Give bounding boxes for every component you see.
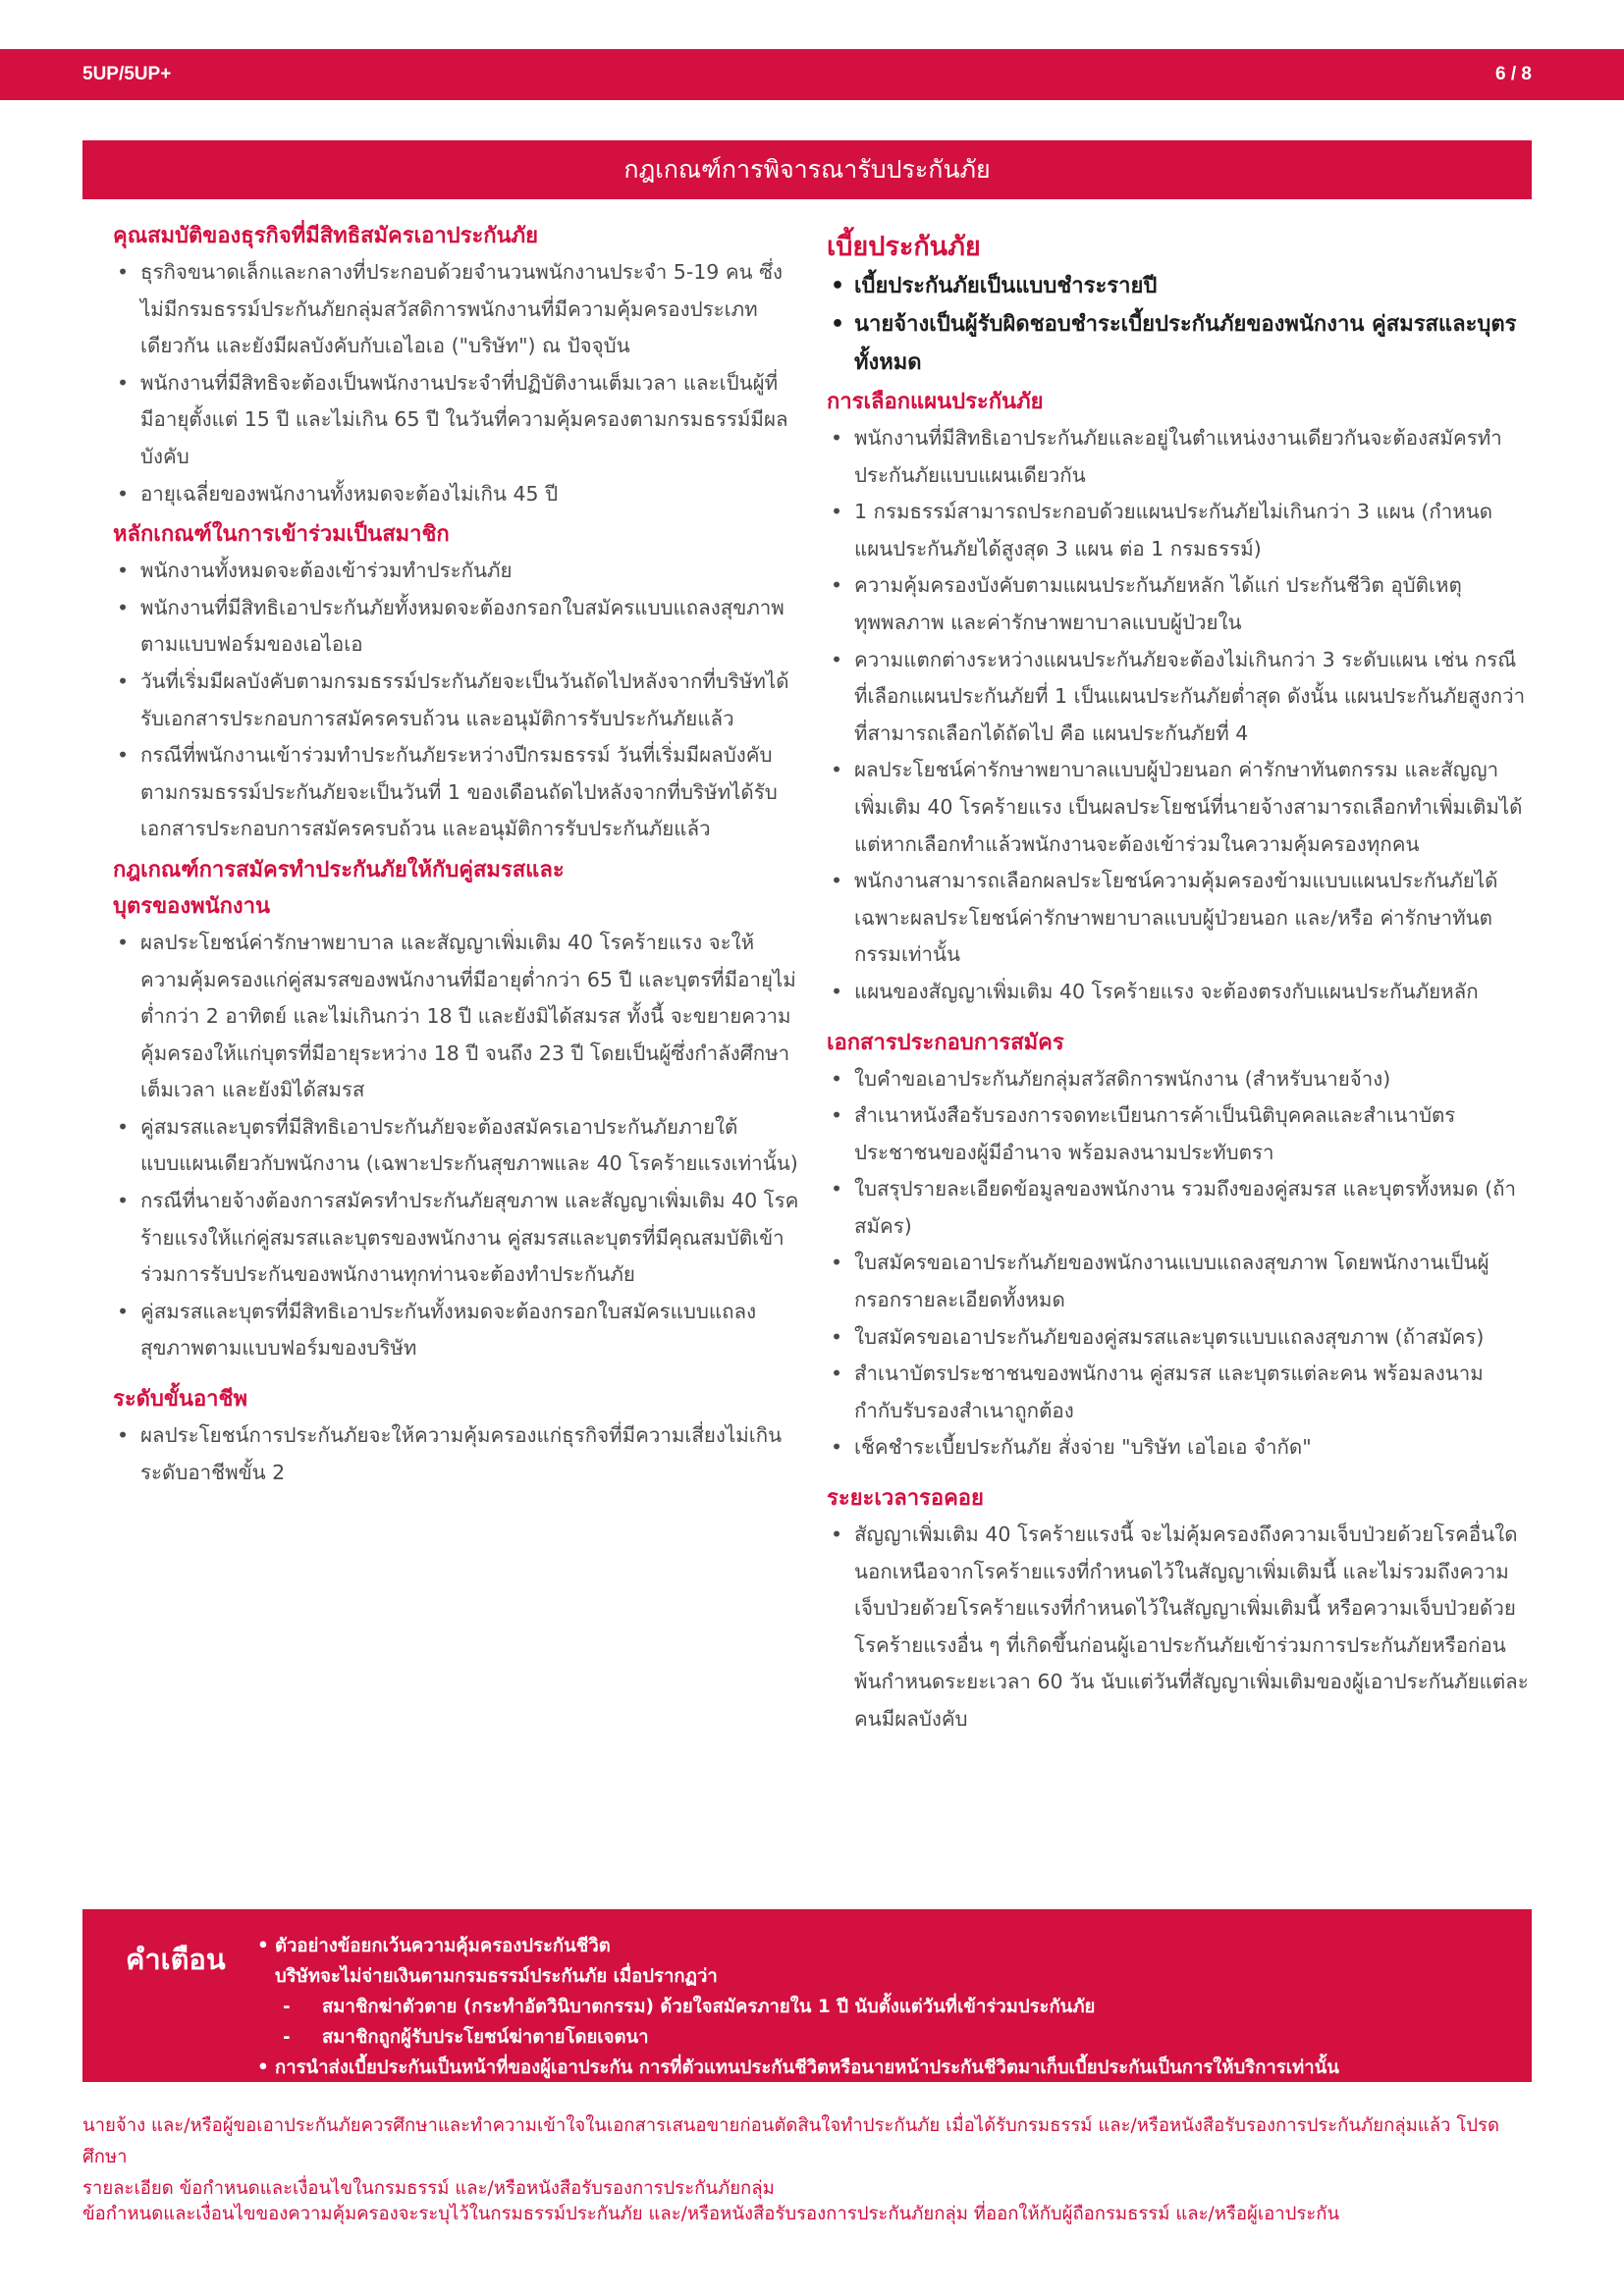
list-item: • แผนของสัญญาเพิ่มเติม 40 โรคร้ายแรง จะต้องตรงกับแผนประกันภัยหลัก <box>854 974 1529 1011</box>
qualification-list <box>113 254 800 512</box>
section-banner: กฎเกณฑ์การพิจารณารับประกันภัย <box>82 140 1532 199</box>
list-item: • คู่สมรสและบุตรที่มีสิทธิเอาประกันทั้งหมดจะต้องกรอกใบสมัครแบบแถลงสุขภาพตามแบบฟอร์มของบริษัท <box>140 1294 800 1367</box>
footer-note-1 <box>82 2110 1532 2205</box>
list-item: • กรณีที่พนักงานเข้าร่วมทำประกันภัยระหว่างปีกรมธรรม์ วันที่เริ่มมีผลบังคับตามกรมธรรม์ประกันภัยจะเป็นวันที่ 1 ของเดือนถัดไปหลังจากที่บริษัทได้รับเอกสารประกอบการสมัครครบถ้วน และอนุมัติการรับประกันภัยแล้ว <box>140 737 800 848</box>
warning-dash-item <box>275 2022 1522 2053</box>
warning-title: คำเตือน <box>126 1943 226 1976</box>
page-number: 6 / 8 <box>1495 64 1532 84</box>
documents-list <box>827 1061 1529 1468</box>
list-item: • พนักงานที่มีสิทธิจะต้องเป็นพนักงานประจำที่ปฏิบัติงานเต็มเวลา และเป็นผู้ที่มีอายุตั้งแต่ 15 ปี และไม่เกิน 65 ปี ในวันที่ความคุ้มครองตามกรมธรรม์มีผลบังคับ <box>140 365 800 476</box>
plan-heading: การเลือกแผนประกันภัย <box>827 390 1044 414</box>
qualification-heading: คุณสมบัติของธุรกิจที่มีสิทธิสมัครเอาประกันภัย <box>113 224 539 248</box>
waiting-section <box>827 1480 1529 1738</box>
premium-list <box>827 267 1529 382</box>
warning-item-text: การนำส่งเบี้ยประกันเป็นหน้าที่ของผู้เอาประกัน การที่ตัวแทนประกันชีวิตหรือนายหน้าประกันชีวิตมาเก็บเบี้ยประกันเป็นการให้บริการเท่านั้น <box>275 2057 1339 2078</box>
family-heading-1: กฎเกณฑ์การสมัครทำประกันภัยให้กับคู่สมรสและ <box>113 857 565 882</box>
warning-item <box>257 2053 1522 2083</box>
bullet-icon: • <box>257 1936 269 1956</box>
top-bar <box>0 49 1624 100</box>
list-item: • นายจ้างเป็นผู้รับผิดชอบชำระเบี้ยประกันภัยของพนักงาน คู่สมรสและบุตรทั้งหมด <box>854 305 1529 382</box>
list-item: • ความแตกต่างระหว่างแผนประกันภัยจะต้องไม่เกินกว่า 3 ระดับแผน เช่น กรณีที่เลือกแผนประกันภัยที่ 1 เป็นแผนประกันภัยต่ำสุด ดังนั้น แผนประกันภัยสูงกว่าที่สามารถเลือกได้ถัดไป คือ แผนประกันภัยที่ 4 <box>854 642 1529 753</box>
documents-section <box>827 1025 1529 1468</box>
list-item: • สำเนาหนังสือรับรองการจดทะเบียนการค้าเป็นนิติบุคคลและสำเนาบัตรประชาชนของผู้มีอำนาจ พร้อมลงนามประทับตรา <box>854 1097 1529 1171</box>
family-list <box>113 925 800 1367</box>
premium-section <box>827 228 1529 382</box>
list-item: • พนักงานที่มีสิทธิเอาประกันภัยและอยู่ในตำแหน่งงานเดียวกันจะต้องสมัครทำประกันภัยแบบแผนเดียวกัน <box>854 420 1529 494</box>
plan-list <box>827 420 1529 1011</box>
footer-note-1-line-1: นายจ้าง และ/หรือผู้ขอเอาประกันภัยควรศึกษาและทำความเข้าใจในเอกสารเสนอขายก่อนตัดสินใจทำประกันภัย เมื่อได้รับกรมธรรม์ และ/หรือหนังสือรับรองการประกันภัยกลุ่มแล้ว โปรดศึกษา <box>82 2115 1499 2167</box>
warning-dash-text: สมาชิกฆ่าตัวตาย (กระทำอัตวินิบาตกรรม) ด้วยใจสมัครภายใน 1 ปี นับตั้งแต่วันที่เข้าร่วมประกันภัย <box>322 1997 1096 2017</box>
list-item: • สำเนาบัตรประชาชนของพนักงาน คู่สมรส และบุตรแต่ละคน พร้อมลงนามกำกับรับรองสำเนาถูกต้อง <box>854 1356 1529 1429</box>
list-item: • กรณีที่นายจ้างต้องการสมัครทำประกันภัยสุขภาพ และสัญญาเพิ่มเติม 40 โรคร้ายแรงให้แก่คู่สมรสและบุตรของพนักงาน คู่สมรสและบุตรที่มีคุณสมบัติเข้าร่วมการรับประกันของพนักงานทุกท่านจะต้องทำประกันภัย <box>140 1183 800 1294</box>
list-item: • สัญญาเพิ่มเติม 40 โรคร้ายแรงนี้ จะไม่คุ้มครองถึงความเจ็บป่วยด้วยโรคอื่นใดนอกเหนือจากโรคร้ายแรงที่กำหนดไว้ในสัญญาเพิ่มเติมนี้ และไม่รวมถึงความเจ็บป่วยด้วยโรคร้ายแรงที่กำหนดไว้ในสัญญาเพิ่มเติมนี้ หรือความเจ็บป่วยด้วยโรคร้ายแรงอื่น ๆ ที่เกิดขึ้นก่อนผู้เอาประกันภัยเข้าร่วมการประกันภัยหรือก่อนพ้นกำหนดระยะเวลา 60 วัน นับแต่วันที่สัญญาเพิ่มเติมของผู้เอาประกันภัยแต่ละคนมีผลบังคับ <box>854 1517 1529 1738</box>
list-item: • ผลประโยชน์ค่ารักษาพยาบาล และสัญญาเพิ่มเติม 40 โรคร้ายแรง จะให้ความคุ้มครองแก่คู่สมรสของพนักงานที่มีอายุต่ำกว่า 65 ปี และบุตรที่มีอายุไม่ต่ำกว่า 2 อาทิตย์ และไม่เกินกว่า 18 ปี และยังมิได้สมรส ทั้งนี้ จะขยายความคุ้มครองให้แก่บุตรที่มีอายุระหว่าง 18 ปี จนถึง 23 ปี โดยเป็นผู้ซึ่งกำลังศึกษาเต็มเวลา และยังมิได้สมรส <box>140 925 800 1109</box>
list-item: • ใบสมัครขอเอาประกันภัยของคู่สมรสและบุตรแบบแถลงสุขภาพ (ถ้าสมัคร) <box>854 1319 1529 1357</box>
list-item: • อายุเฉลี่ยของพนักงานทั้งหมดจะต้องไม่เกิน 45 ปี <box>140 476 800 513</box>
list-item: • ธุรกิจขนาดเล็กและกลางที่ประกอบด้วยจำนวนพนักงานประจำ 5-19 คน ซึ่งไม่มีกรมธรรม์ประกันภัยกลุ่มสวัสดิการพนักงานที่มีความคุ้มครองประเภทเดียวกัน และยังมีผลบังคับกับเอไอเอ ("บริษัท") ณ ปัจจุบัน <box>140 254 800 365</box>
list-item: • ใบสรุปรายละเอียดข้อมูลของพนักงาน รวมถึงของคู่สมรส และบุตรทั้งหมด (ถ้าสมัคร) <box>854 1171 1529 1245</box>
list-item: • คู่สมรสและบุตรที่มีสิทธิเอาประกันภัยจะต้องสมัครเอาประกันภัยภายใต้แบบแผนเดียวกับพนักงาน (เฉพาะประกันสุขภาพและ 40 โรคร้ายแรงเท่านั้น) <box>140 1109 800 1183</box>
waiting-list <box>827 1517 1529 1738</box>
documents-heading: เอกสารประกอบการสมัคร <box>827 1030 1064 1055</box>
list-item: • พนักงานที่มีสิทธิเอาประกันภัยทั้งหมดจะต้องกรอกใบสมัครแบบแถลงสุขภาพตามแบบฟอร์มของเอไอเอ <box>140 590 800 664</box>
occupation-section <box>113 1381 800 1491</box>
list-item: • ความคุ้มครองบังคับตามแผนประกันภัยหลัก ได้แก่ ประกันชีวิต อุบัติเหตุ ทุพพลภาพ และค่ารักษาพยาบาลแบบผู้ป่วยใน <box>854 567 1529 641</box>
dash-icon: - <box>283 1997 291 2017</box>
list-item: • วันที่เริ่มมีผลบังคับตามกรมธรรม์ประกันภัยจะเป็นวันถัดไปหลังจากที่บริษัทได้รับเอกสารประกอบการสมัครครบถ้วน และอนุมัติการรับประกันภัยแล้ว <box>140 664 800 737</box>
membership-list <box>113 553 800 848</box>
warning-item-text: ตัวอย่างข้อยกเว้นความคุ้มครองประกันชีวิต <box>275 1936 611 1956</box>
membership-heading: หลักเกณฑ์ในการเข้าร่วมเป็นสมาชิก <box>113 522 450 548</box>
list-item: • 1 กรมธรรม์สามารถประกอบด้วยแผนประกันภัยไม่เกินกว่า 3 แผน (กำหนดแผนประกันภัยได้สูงสุด 3 แผน ต่อ 1 กรมธรรม์) <box>854 494 1529 567</box>
list-item: • พนักงานทั้งหมดจะต้องเข้าร่วมทำประกันภัย <box>140 553 800 590</box>
warning-item-sub <box>275 1961 1522 1992</box>
footer-note-2: ข้อกำหนดและเงื่อนไขของความคุ้มครองจะระบุไว้ในกรมธรรม์ประกันภัย และ/หรือหนังสือรับรองการประกันภัยกลุ่ม ที่ออกให้กับผู้ถือกรมธรรม์ และ/หรือผู้เอาประกัน <box>82 2204 1340 2224</box>
warning-body <box>257 1931 1522 2083</box>
list-item: • ผลประโยชน์การประกันภัยจะให้ความคุ้มครองแก่ธุรกิจที่มีความเสี่ยงไม่เกินระดับอาชีพขั้น 2 <box>140 1417 800 1491</box>
list-item: • พนักงานสามารถเลือกผลประโยชน์ความคุ้มครองข้ามแบบแผนประกันภัยได้เฉพาะผลประโยชน์ค่ารักษาพยาบาลแบบผู้ป่วยนอก และ/หรือ ค่ารักษาทันตกรรมเท่านั้น <box>854 863 1529 974</box>
premium-heading: เบี้ยประกันภัย <box>827 232 981 262</box>
warning-sub-text: บริษัทจะไม่จ่ายเงินตามกรมธรรม์ประกันภัย เมื่อปรากฏว่า <box>275 1966 718 1987</box>
footer-note-1-line-2: รายละเอียด ข้อกำหนดและเงื่อนไขในกรมธรรม์ และ/หรือหนังสือรับรองการประกันภัยกลุ่ม <box>82 2178 775 2199</box>
list-item: • ใบสมัครขอเอาประกันภัยของพนักงานแบบแถลงสุขภาพ โดยพนักงานเป็นผู้กรอกรายละเอียดทั้งหมด <box>854 1245 1529 1318</box>
warning-dash-item <box>275 1992 1522 2022</box>
family-heading-2: บุตรของพนักงาน <box>113 893 271 919</box>
left-column <box>113 218 800 1491</box>
plan-section <box>827 384 1529 1011</box>
waiting-heading: ระยะเวลารอคอย <box>827 1486 984 1512</box>
list-item: • ผลประโยชน์ค่ารักษาพยาบาลแบบผู้ป่วยนอก ค่ารักษาทันตกรรม และสัญญาเพิ่มเติม 40 โรคร้ายแรง เป็นผลประโยชน์ที่นายจ้างสามารถเลือกทำเพิ่มเติมได้ แต่หากเลือกทำแล้วพนักงานจะต้องเข้าร่วมในความคุ้มครองทุกคน <box>854 752 1529 863</box>
occupation-heading: ระดับขั้นอาชีพ <box>113 1387 247 1413</box>
warning-box <box>82 1909 1532 2082</box>
list-item: • เบี้ยประกันภัยเป็นแบบชำระรายปี <box>854 267 1529 305</box>
membership-section <box>113 516 800 848</box>
bullet-icon: • <box>257 2057 269 2078</box>
qualification-section <box>113 218 800 512</box>
occupation-list <box>113 1417 800 1491</box>
product-name: 5UP/5UP+ <box>82 64 172 84</box>
warning-item <box>257 1931 1522 1961</box>
right-column <box>827 218 1529 1738</box>
family-section <box>113 852 800 1367</box>
dash-icon: - <box>283 2027 291 2048</box>
list-item: • ใบคำขอเอาประกันภัยกลุ่มสวัสดิการพนักงาน (สำหรับนายจ้าง) <box>854 1061 1529 1098</box>
list-item: • เช็คชำระเบี้ยประกันภัย สั่งจ่าย "บริษัท เอไอเอ จำกัด" <box>854 1429 1529 1467</box>
warning-dash-text: สมาชิกถูกผู้รับประโยชน์ฆ่าตายโดยเจตนา <box>322 2027 649 2048</box>
